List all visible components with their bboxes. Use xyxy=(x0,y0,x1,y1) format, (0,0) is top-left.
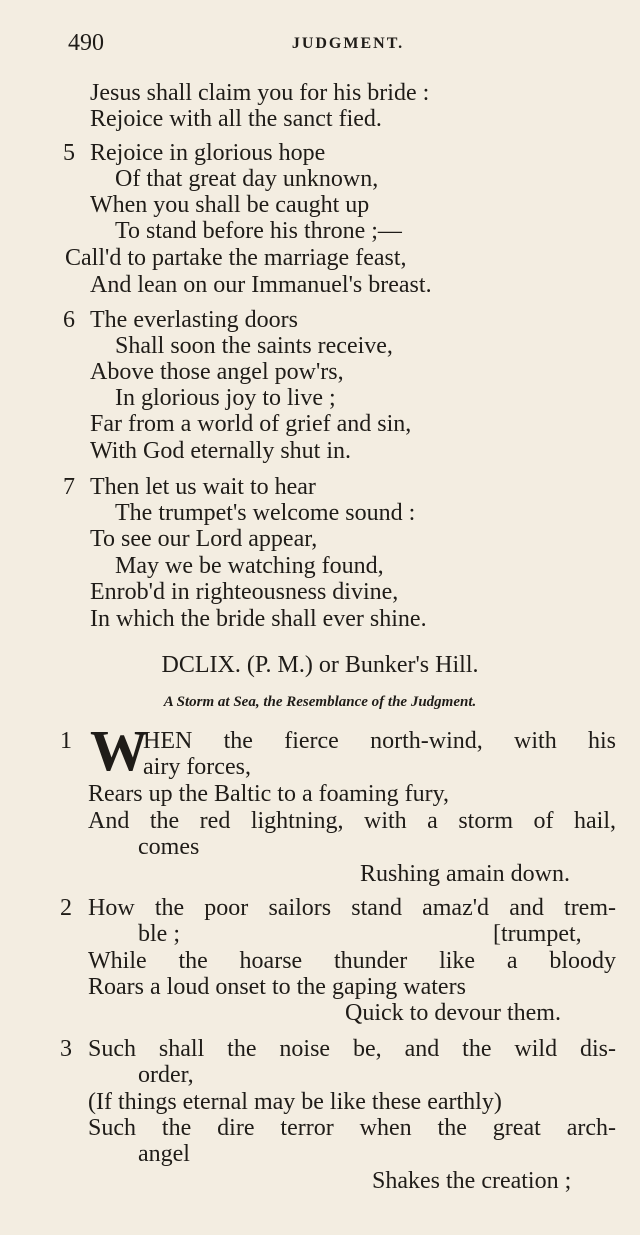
stanza-number: 7 xyxy=(63,474,75,500)
verse-line: Roars a loud onset to the gaping waters xyxy=(88,974,466,1000)
verse-line: Quick to devour them. xyxy=(345,1000,561,1026)
verse-line: Call'd to partake the marriage feast, xyxy=(65,245,407,271)
hymn-title: DCLIX. (P. M.) or Bunker's Hill. xyxy=(161,652,479,678)
verse-line: Then let us wait to hear xyxy=(90,474,316,500)
stanza-number: 2 xyxy=(60,895,72,921)
verse-line: To see our Lord appear, xyxy=(90,526,318,552)
verse-line: How the poor sailors stand amaz'd and trem- xyxy=(88,895,616,921)
hymn-subtitle: A Storm at Sea, the Resemblance of the Judgment. xyxy=(163,694,477,710)
verse-line: While the hoarse thunder like a bloody xyxy=(88,948,616,974)
verse-line: Shakes the creation ; xyxy=(372,1168,572,1194)
verse-line: airy forces, xyxy=(143,754,251,780)
stanza-number: 3 xyxy=(60,1036,72,1062)
stanza-number: 5 xyxy=(63,140,75,166)
verse-line: And the red lightning, with a storm of hail, xyxy=(88,808,616,834)
verse-line: In which the bride shall ever shine. xyxy=(90,606,427,632)
stanza-number: 6 xyxy=(63,307,75,333)
verse-line: Jesus shall claim you for his bride : xyxy=(90,80,430,106)
verse-line: order, xyxy=(138,1062,194,1088)
page-header xyxy=(68,30,628,60)
verse-line: Rejoice in glorious hope xyxy=(90,140,326,166)
verse-line: Above those angel pow'rs, xyxy=(90,359,344,385)
verse-line: Such the dire terror when the great arch- xyxy=(88,1115,616,1141)
verse-line: The trumpet's welcome sound : xyxy=(115,500,416,526)
verse-line: In glorious joy to live ; xyxy=(115,385,336,411)
verse-line: The everlasting doors xyxy=(90,307,298,333)
verse-line: Such shall the noise be, and the wild dis- xyxy=(88,1036,616,1062)
verse-line: And lean on our Immanuel's breast. xyxy=(90,272,432,298)
verse-line: May we be watching found, xyxy=(115,553,384,579)
verse-line: Of that great day unknown, xyxy=(115,166,379,192)
verse-line: Rejoice with all the sanct fied. xyxy=(90,106,382,132)
verse-line: ble ; xyxy=(138,921,180,947)
verse-line: HEN the fierce north-wind, with his xyxy=(143,728,616,754)
verse-line: Rushing amain down. xyxy=(360,861,570,887)
verse-line: Shall soon the saints receive, xyxy=(115,333,393,359)
verse-line: angel xyxy=(138,1141,190,1167)
verse-line: When you shall be caught up xyxy=(90,192,370,218)
running-head: JUDGMENT. xyxy=(291,35,405,52)
verse-line: To stand before his throne ;— xyxy=(115,218,402,244)
verse-line: Far from a world of grief and sin, xyxy=(90,411,412,437)
stanza-number: 1 xyxy=(60,728,72,754)
verse-line: Enrob'd in righteousness divine, xyxy=(90,579,399,605)
page-number: 490 xyxy=(68,30,104,56)
drop-cap: W xyxy=(90,718,148,783)
verse-line: [trumpet, xyxy=(493,921,582,947)
verse-line: comes xyxy=(138,834,200,860)
verse-line: With God eternally shut in. xyxy=(90,438,351,464)
verse-line: (If things eternal may be like these earthly) xyxy=(88,1089,502,1115)
verse-line: Rears up the Baltic to a foaming fury, xyxy=(88,781,450,807)
